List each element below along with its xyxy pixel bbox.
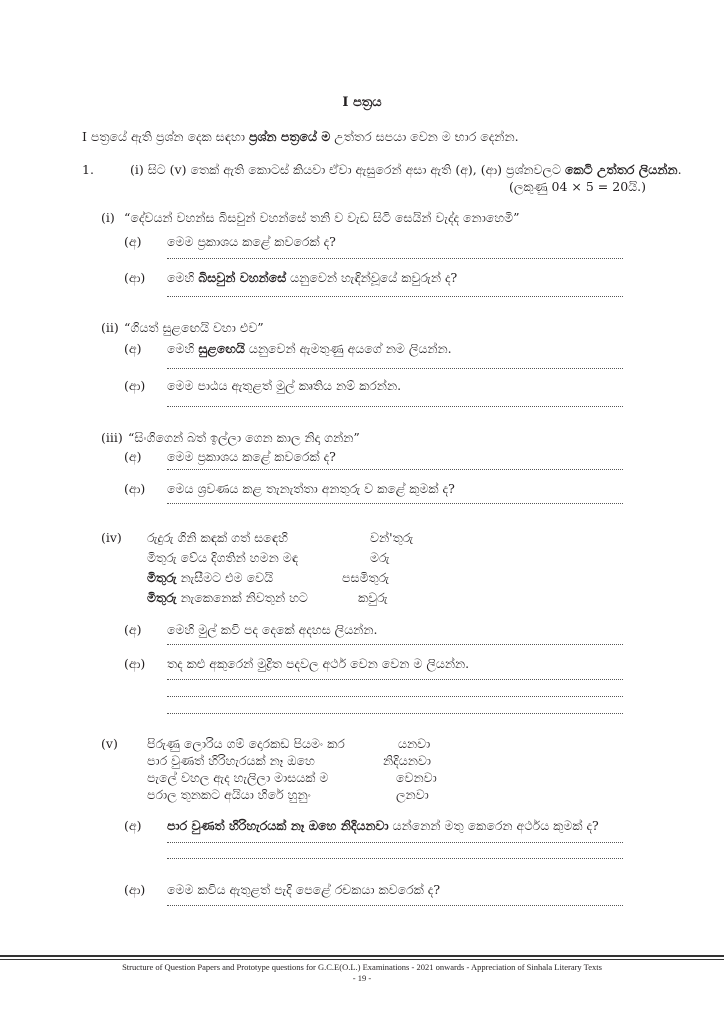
answer-line[interactable] (167, 858, 623, 859)
answer-line[interactable] (167, 296, 623, 297)
instruction-post: උත්තර සපයා වෙන ම භාර දෙන්න. (330, 129, 519, 144)
section-i-qb-label: (ආ) (124, 270, 146, 285)
verse-v-line-2-left: පාර වුණත් හිරිහැරයක් නෑ ඔහෙ (147, 753, 315, 768)
verse-iv-line-4 (147, 590, 308, 605)
verse-v-line-3-right: වෙනවා (396, 770, 437, 785)
answer-line[interactable] (167, 406, 623, 407)
section-v-qa-label: (අ) (124, 818, 142, 833)
verse-iv-line-2-left: මිතුරු වේය දිගතින් හමන මඳ (147, 550, 299, 565)
verse-iv-line-2-right: මරු (370, 550, 390, 565)
q1-text-bold: කෙටි උත්තර ලියන්න (565, 162, 678, 177)
verse-iv-line-4-left: නැකෙනෙක් නිවතුන් හට (176, 590, 308, 605)
section-ii-qb-label: (ආ) (124, 378, 146, 393)
footer-rule-thick (0, 955, 724, 957)
answer-line[interactable] (167, 905, 623, 906)
answer-line[interactable] (167, 644, 623, 645)
section-ii-qa-post: යනුවෙන් ඇමතුණු අයගේ නම ලියන්න. (244, 341, 452, 356)
section-iv-qa-label: (අ) (124, 622, 142, 637)
section-v-qb-label: (ආ) (124, 882, 146, 897)
section-i-label: (i) (101, 210, 115, 225)
verse-iv-line-4-right: කවුරු (358, 590, 388, 605)
section-i-qb-text (167, 270, 457, 285)
question-1-marks: (ලකුණු 04 × 5 = 20යි.) (508, 179, 646, 194)
section-ii-qa-text (167, 341, 452, 356)
section-ii-quote: “ගියත් සුළඟෙයි වහා එව” (124, 320, 264, 335)
section-ii-qa-label: (අ) (124, 341, 142, 356)
section-v-qa-bold: පාර වුණත් හිරිහැරයක් නෑ ඔහෙ නිදියනවා (167, 818, 389, 833)
section-iii-qb-text: මෙය ශ්‍රවණය කළ තැනැත්තා අනතුරු ව කළේ කුමක් ද? (167, 481, 455, 496)
section-ii-qa-bold: සුළඟෙයි (198, 341, 245, 356)
section-i-qb-bold: බිසවුන් වහන්සේ (198, 270, 287, 285)
paper-title: I පත්‍රය (342, 95, 382, 110)
answer-line[interactable] (167, 469, 623, 470)
q1-text-post: . (677, 162, 682, 177)
verse-v-line-3-left: පැලේ වහල ඇද හැලිලා මාසයක් ම (147, 770, 329, 785)
verse-iv-line-3 (147, 570, 273, 585)
section-v-qb-text: මෙම කවිය ඇතුළත් පැදි පෙළේ රචකයා කවරෙක් ද? (167, 882, 441, 897)
answer-line[interactable] (167, 842, 623, 843)
question-number: 1. (82, 162, 94, 177)
section-iii-qa-label: (අ) (124, 449, 142, 464)
verse-v-line-4-left: පරාල තුනකට අයියා හිරේ හුනුං (147, 787, 311, 802)
footer-rule-thin (0, 959, 724, 960)
section-v-qa-post: යන්නෙන් මතු කෙරෙන අර්ථය කුමක් ද? (388, 818, 599, 833)
section-i-qa-label: (අ) (124, 234, 142, 249)
section-iii-qa-text: මෙම ප්‍රකාශය කළේ කවරෙක් ද? (167, 449, 336, 464)
section-iv-label: (iv) (101, 530, 122, 545)
question-1-text (130, 162, 682, 177)
verse-iv-line-1-right: වන්'තුරු (370, 530, 414, 545)
section-ii-qa-pre: මෙහි (167, 341, 199, 356)
section-i-qb-pre: මෙහි (167, 270, 199, 285)
verse-iv-line-4-bold: මිතුරු (147, 590, 177, 605)
verse-iv-line-3-right: පසමිතුරු (342, 570, 390, 585)
answer-line[interactable] (167, 368, 623, 369)
section-ii-label: (ii) (101, 320, 119, 335)
answer-line[interactable] (167, 258, 623, 259)
section-iv-qa-text: මෙහි මුල් කවි පද දෙකේ අදහස ලියන්න. (167, 622, 378, 637)
page-number: - 19 - (352, 973, 372, 983)
section-i-qb-post: යනුවෙන් හැඳින්වූයේ කවුරුන් ද? (286, 270, 458, 285)
section-iv-qb-text: තද කළු අකුරෙන් මුද්‍රිත පදවල අර්ථ වෙන වෙන ම ලියන්න. (167, 656, 470, 671)
verse-v-line-4-right: ලනවා (396, 787, 429, 802)
q1-text-pre: (i) සිට (v) තෙක් ඇති කොටස් කියවා ඒවා ඇසුරෙන් අසා ඇති (අ), (ආ) ප්‍රශ්නවලට (130, 162, 566, 177)
section-i-quote: “දේවයන් වහන්ස බිසවුන් වහන්සේ තනි ව වැඩ සිටි සෙයින් වැද්ද නොහෙමි” (124, 210, 520, 225)
section-ii-qb-text: මෙම පාඨය ඇතුළත් මුල් කෘතිය නම් කරන්න. (167, 378, 402, 393)
section-v-label: (v) (101, 736, 118, 751)
section-v-qa-text (167, 818, 599, 833)
answer-line[interactable] (167, 696, 623, 697)
section-iii-label: (iii) (101, 430, 123, 445)
verse-iv-line-3-bold: මිතුරු (147, 570, 177, 585)
footer-text: Structure of Question Papers and Prototype questions for G.C.E(O.L.) Examinations - 2021 onwards - Appreciation of Sinhala Literary Texts (122, 962, 602, 972)
section-iii-quote: “සිංගිගෙන් බත් ඉල්ලා ගෙන කාල නිදා ගන්න” (128, 430, 360, 445)
verse-iv-line-3-left: නැසීමට එම වෙයි (176, 570, 274, 585)
instruction-pre: I පත්‍රයේ ඇති ප්‍රශ්න දෙක සඳහා (82, 129, 249, 144)
paper-instruction (82, 129, 519, 144)
verse-iv-line-1-left: රුදුරු ගිනි කඳක් ගත් සඳෙහි (147, 530, 288, 545)
verse-v-line-1-left: පිරුණු ලොරිය ගම් දොරකඩ පියමං කර (147, 736, 345, 751)
verse-v-line-2-right: නිදියනවා (383, 753, 431, 768)
answer-line[interactable] (167, 713, 623, 714)
answer-line[interactable] (167, 503, 623, 504)
section-i-qa-text: මෙම ප්‍රකාශය කළේ කවරෙක් ද? (167, 234, 336, 249)
answer-line[interactable] (167, 679, 623, 680)
instruction-bold: ප්‍රශ්න පත්‍රයේ ම (248, 129, 331, 144)
section-iv-qb-label: (ආ) (124, 656, 146, 671)
verse-v-line-1-right: යනවා (398, 736, 431, 751)
section-iii-qb-label: (ආ) (124, 481, 146, 496)
